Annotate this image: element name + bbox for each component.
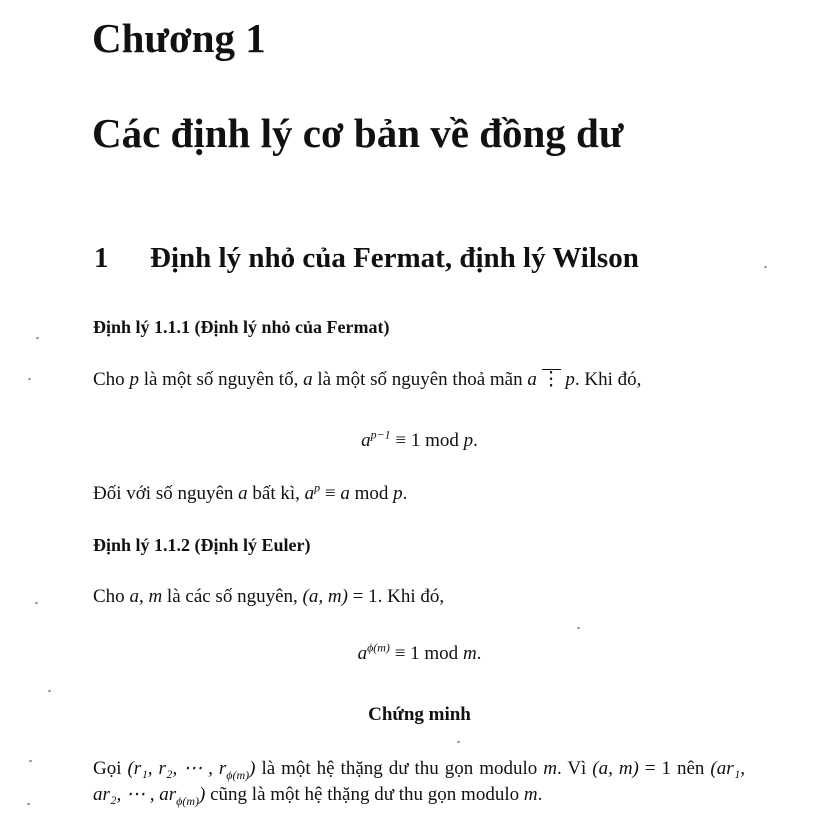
- chapter-title: Các định lý cơ bản về đồng dư: [92, 110, 624, 156]
- scan-speck: [28, 378, 31, 380]
- scan-speck: [48, 690, 51, 692]
- section-heading: [94, 243, 639, 275]
- theorem-2-statement: Cho a, m là các số nguyên, (a, m) = 1. Khi đó,: [93, 586, 445, 607]
- theorem-1-note: Đối với số nguyên a bất kì, $a^p \equiv a$ mod p.: [93, 480, 408, 504]
- scan-speck: [36, 337, 39, 339]
- chapter-label: Chương 1: [92, 15, 266, 61]
- section-number: 1: [94, 242, 109, 274]
- not-divisible-symbol: ⋮: [542, 367, 561, 393]
- fermat-equation: $a^{p-1} \equiv 1$ mod p.: [361, 427, 478, 451]
- theorem-1-statement: Cho p là một số nguyên tố, a là một số nguyên thoả mãn a ⋮ p. Khi đó,: [93, 367, 745, 393]
- scan-speck: [29, 760, 32, 762]
- scan-speck: [27, 803, 30, 805]
- scan-speck: [35, 602, 38, 604]
- scan-speck: [457, 741, 460, 743]
- scan-speck: [577, 627, 580, 629]
- theorem-1-title: Định lý 1.1.1 (Định lý nhỏ của Fermat): [93, 317, 390, 337]
- section-title: Định lý nhỏ của Fermat, định lý Wilson: [150, 242, 639, 274]
- proof-title: Chứng minh: [368, 704, 471, 725]
- proof-paragraph: Gọi (r₁, r₂, ⋯ , $r_{\phi(m)}$) là một hệ thặng dư thu gọn modulo m. Vì (a, m) = 1 nên (ar₁, ar₂, ⋯ , $ar_{\phi(m)}$) cũng là một hệ thặng dư thu gọn modulo m.: [93, 758, 745, 808]
- euler-equation: $a^{\phi(m)} \equiv 1$ mod m.: [357, 640, 482, 664]
- scan-speck: [764, 266, 767, 268]
- theorem-2-title: Định lý 1.1.2 (Định lý Euler): [93, 535, 311, 555]
